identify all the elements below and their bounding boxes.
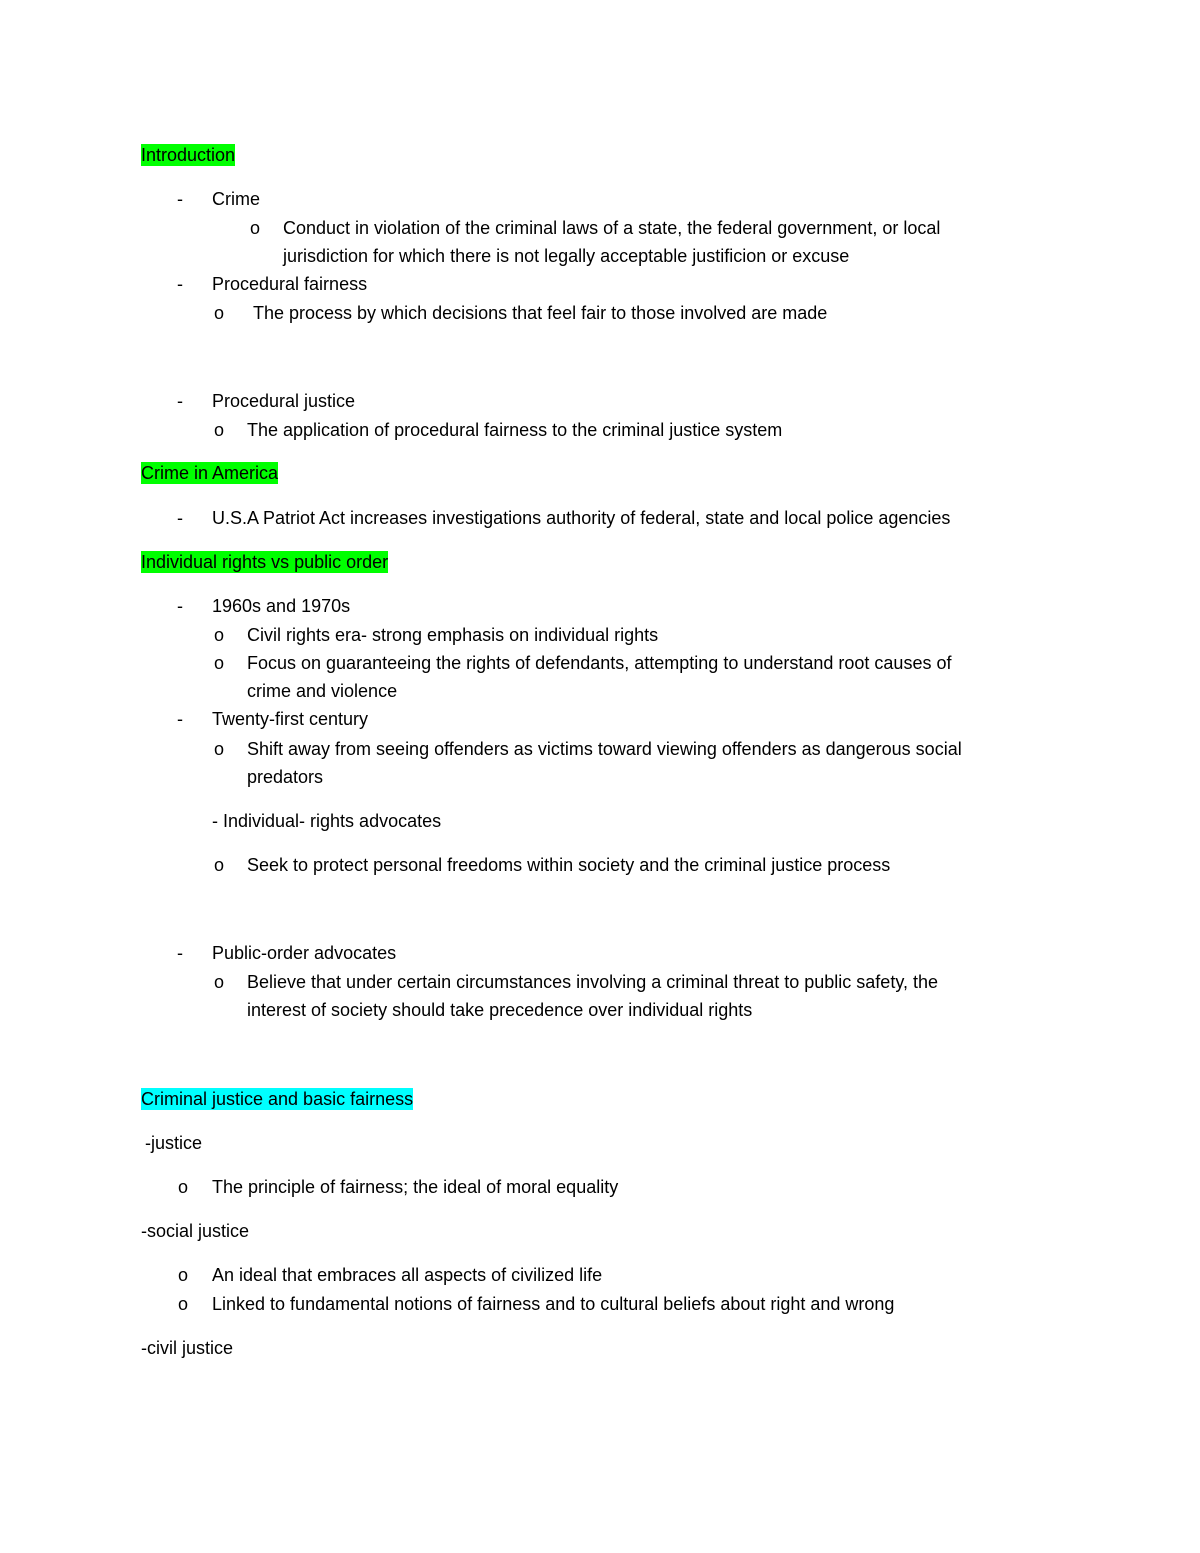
- patriot-act-item: U.S.A Patriot Act increases investigations authority of federal, state and local police agencies: [212, 508, 951, 528]
- civil-rights-era-item: Civil rights era- strong emphasis on individual rights: [247, 625, 659, 645]
- focus-defendants-line2: crime and violence: [247, 681, 398, 701]
- term-public-order-advocates: Public-order advocates: [212, 943, 397, 963]
- circle-bullet: o: [214, 972, 225, 992]
- term-crime: Crime: [212, 189, 260, 209]
- circle-bullet: o: [214, 739, 225, 759]
- circle-bullet: o: [214, 625, 225, 645]
- shift-away-line1: Shift away from seeing offenders as victims toward viewing offenders as dangerous social: [247, 739, 962, 759]
- individual-advocates-definition: Seek to protect personal freedoms within society and the criminal justice process: [247, 855, 891, 875]
- public-order-definition-line1: Believe that under certain circumstances involving a criminal threat to public safety, the: [247, 972, 939, 992]
- focus-defendants-line1: Focus on guaranteeing the rights of defendants, attempting to understand root causes of: [247, 653, 952, 673]
- circle-bullet: o: [214, 303, 225, 323]
- term-individual-rights-advocates: - Individual- rights advocates: [212, 811, 442, 831]
- dash-bullet: -: [177, 596, 183, 616]
- crime-definition-line1: Conduct in violation of the criminal laws of a state, the federal government, or local: [283, 218, 941, 238]
- social-justice-definition1: An ideal that embraces all aspects of civilized life: [212, 1265, 603, 1285]
- heading-basic-fairness: Criminal justice and basic fairness: [141, 1089, 414, 1109]
- circle-bullet: o: [178, 1177, 189, 1197]
- dash-bullet: -: [177, 391, 183, 411]
- circle-bullet: o: [178, 1294, 189, 1314]
- circle-bullet: o: [214, 855, 225, 875]
- shift-away-line2: predators: [247, 767, 324, 787]
- term-justice: -justice: [145, 1133, 203, 1153]
- term-1960s-1970s: 1960s and 1970s: [212, 596, 351, 616]
- heading-individual-rights: Individual rights vs public order: [141, 552, 389, 572]
- term-procedural-fairness: Procedural fairness: [212, 274, 368, 294]
- justice-definition: The principle of fairness; the ideal of moral equality: [212, 1177, 619, 1197]
- term-twenty-first-century: Twenty-first century: [212, 709, 369, 729]
- dash-bullet: -: [177, 508, 183, 528]
- procedural-justice-definition: The application of procedural fairness to the criminal justice system: [247, 420, 783, 440]
- dash-bullet: -: [177, 274, 183, 294]
- procedural-fairness-definition: The process by which decisions that feel fair to those involved are made: [253, 303, 828, 323]
- circle-bullet: o: [250, 218, 261, 238]
- term-social-justice: -social justice: [141, 1221, 250, 1241]
- crime-definition-line2: jurisdiction for which there is not legally acceptable justificion or excuse: [283, 246, 850, 266]
- public-order-definition-line2: interest of society should take precedence over individual rights: [247, 1000, 753, 1020]
- dash-bullet: -: [177, 943, 183, 963]
- term-procedural-justice: Procedural justice: [212, 391, 356, 411]
- circle-bullet: o: [178, 1265, 189, 1285]
- dash-bullet: -: [177, 709, 183, 729]
- dash-bullet: -: [177, 189, 183, 209]
- circle-bullet: o: [214, 653, 225, 673]
- term-civil-justice: -civil justice: [141, 1338, 234, 1358]
- heading-crime-in-america: Crime in America: [141, 463, 279, 483]
- heading-introduction: Introduction: [141, 145, 236, 165]
- circle-bullet: o: [214, 420, 225, 440]
- social-justice-definition2: Linked to fundamental notions of fairness and to cultural beliefs about right and wrong: [212, 1294, 895, 1314]
